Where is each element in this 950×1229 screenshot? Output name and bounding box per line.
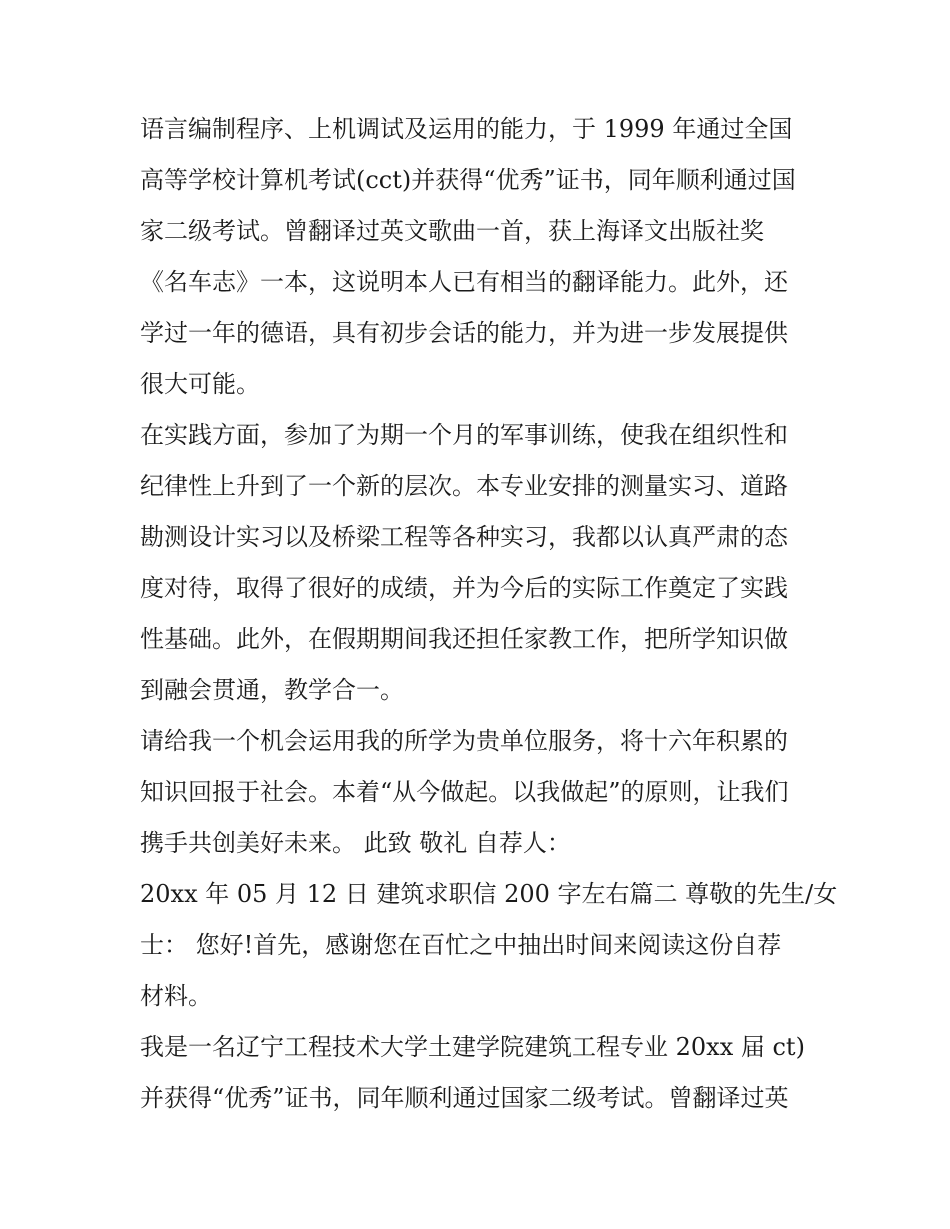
text-line-15: 携手共创美好未来。 此致 敬礼 自荐人： [140, 829, 571, 857]
text-line-10: 度对待，取得了很好的成绩，并为今后的实际工作奠定了实践 [140, 574, 788, 602]
text-line-9: 勘测设计实习以及桥梁工程等各种实习，我都以认真严肃的态 [140, 523, 788, 551]
text-line-3: 家二级考试。曾翻译过英文歌曲一首，获上海译文出版社奖 [140, 217, 764, 245]
document-body [140, 104, 838, 1124]
text-line-20: 并获得“优秀”证书，同年顺利通过国家二级考试。曾翻译过英 [140, 1084, 789, 1112]
text-line-6: 很大可能。 [140, 370, 260, 398]
text-line-17: 士： 您好!首先，感谢您在百忙之中抽出时间来阅读这份自荐 [140, 931, 782, 959]
text-line-11: 性基础。此外，在假期期间我还担任家教工作，把所学知识做 [140, 625, 788, 653]
text-line-12: 到融会贯通，教学合一。 [140, 676, 404, 704]
text-line-18: 材料。 [140, 982, 212, 1010]
text-line-19: 我是一名辽宁工程技术大学土建学院建筑工程专业 20xx 届 ct) [140, 1033, 805, 1061]
text-line-7: 在实践方面，参加了为期一个月的军事训练，使我在组织性和 [140, 421, 788, 449]
text-line-1: 语言编制程序、上机调试及运用的能力，于 1999 年通过全国 [140, 115, 793, 143]
text-line-8: 纪律性上升到了一个新的层次。本专业安排的测量实习、道路 [140, 472, 788, 500]
text-line-13: 请给我一个机会运用我的所学为贵单位服务，将十六年积累的 [140, 727, 788, 755]
text-line-16: 20xx 年 05 月 12 日 建筑求职信 200 字左右篇二 尊敬的先生/女 [140, 880, 838, 908]
text-line-5: 学过一年的德语，具有初步会话的能力，并为进一步发展提供 [140, 319, 788, 347]
text-line-2: 高等学校计算机考试(cct)并获得“优秀”证书，同年顺利通过国 [140, 166, 796, 194]
text-line-4: 《名车志》一本，这说明本人已有相当的翻译能力。此外，还 [140, 268, 788, 296]
text-line-14: 知识回报于社会。本着“从今做起。以我做起”的原则，让我们 [140, 778, 789, 806]
